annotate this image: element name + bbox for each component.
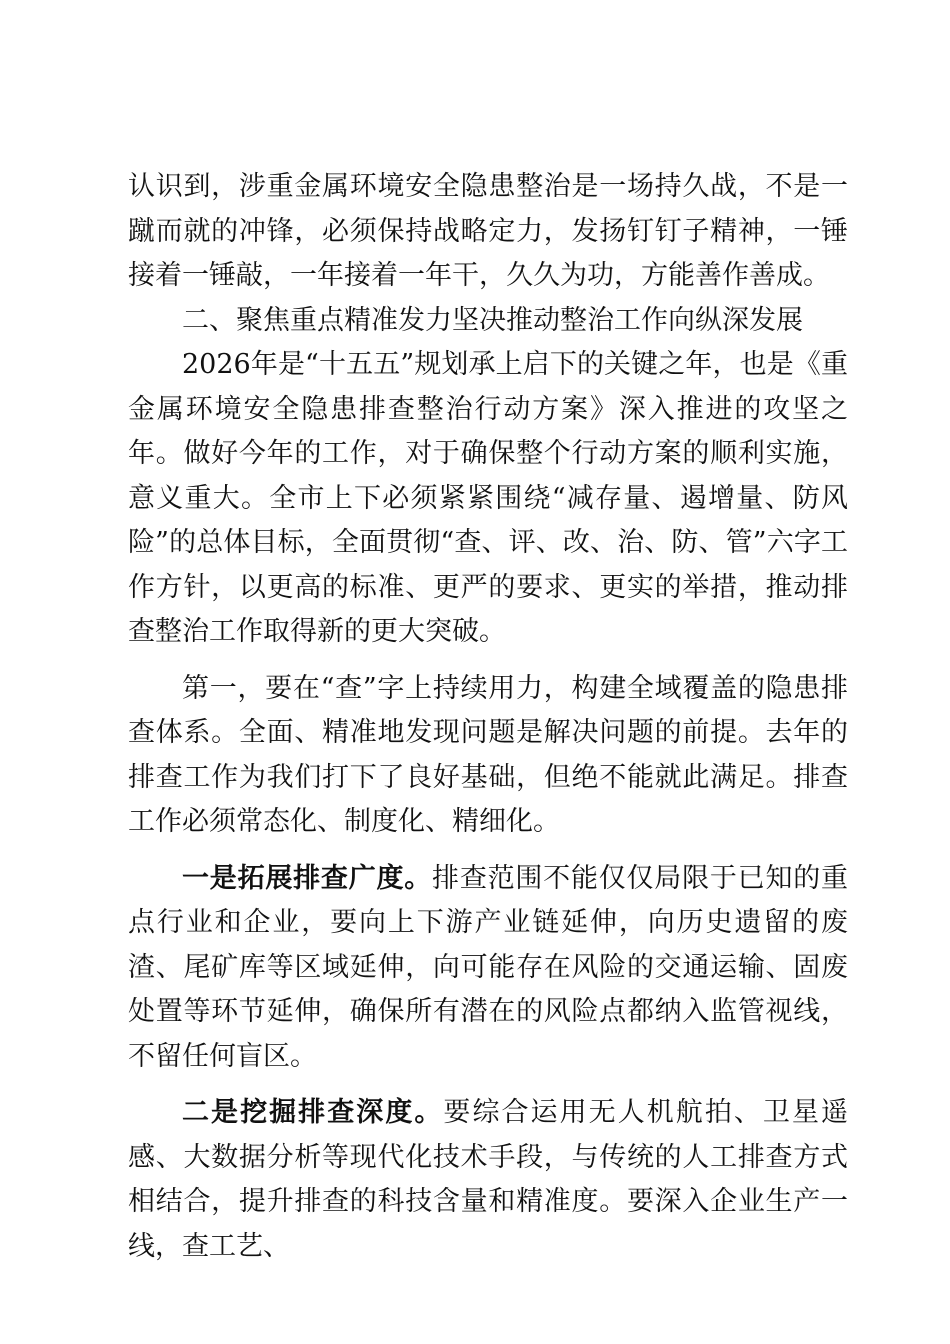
paragraph-3-text: 2026年是“十五五”规划承上启下的关键之年，也是《重金属环境安全隐患排查整治行动方案》深入推进的攻坚之年。做好今年的工作，对于确保整个行动方案的顺利实施，意义重大。全市上下必须紧紧围绕“减存量、遏增量、防风险”的总体目标，全面贯彻“查、评、改、治、防、管”六字工作方针，以更高的标准、更严的要求、更实的举措，推动排查整治工作取得新的更大突破。 (128, 349, 848, 647)
paragraph-3 (128, 343, 848, 655)
section-heading (128, 299, 848, 344)
document-body (128, 165, 848, 1269)
paragraph-1-text: 认识到，涉重金属环境安全隐患整治是一场持久战，不是一蹴而就的冲锋，必须保持战略定力，发扬钉钉子精神，一锤接着一锤敲，一年接着一年干，久久为功，方能善作善成。 (128, 171, 848, 291)
paragraph-6-lead: 二是挖掘排查深度。 (182, 1097, 444, 1128)
paragraph-5 (128, 857, 848, 1080)
section-heading-text: 二、聚焦重点精准发力坚决推动整治工作向纵深发展 (182, 304, 803, 336)
paragraph-5-lead: 一是拓展排查广度。 (182, 862, 433, 894)
paragraph-6 (128, 1091, 848, 1269)
paragraph-1 (128, 165, 848, 299)
paragraph-4-text: 第一，要在“查”字上持续用力，构建全域覆盖的隐患排查体系。全面、精准地发现问题是解决问题的前提。去年的排查工作为我们打下了良好基础，但绝不能就此满足。排查工作必须常态化、制度化、精细化。 (128, 672, 848, 837)
paragraph-6-text: 要综合运用无人机航拍、卫星遥感、大数据分析等现代化技术手段，与传统的人工排查方式相结合，提升排查的科技含量和精准度。要深入企业生产一线，查工艺、 (128, 1097, 849, 1262)
paragraph-5-text: 排查范围不能仅仅局限于已知的重点行业和企业，要向上下游产业链延伸，向历史遗留的废渣、尾矿库等区域延伸，向可能存在风险的交通运输、固废处置等环节延伸，确保所有潜在的风险点都纳入监管视线，不留任何盲区。 (128, 862, 849, 1072)
paragraph-4 (128, 667, 848, 845)
